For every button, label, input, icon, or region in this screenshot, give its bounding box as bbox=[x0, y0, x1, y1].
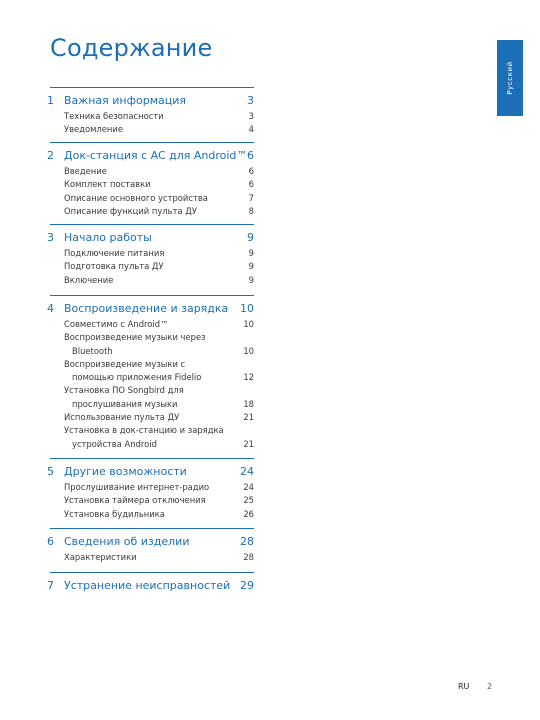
toc-entry[interactable] bbox=[50, 346, 254, 359]
section-page-number: 3 bbox=[247, 94, 254, 107]
toc-entry[interactable] bbox=[50, 495, 254, 508]
toc-section-3 bbox=[47, 224, 254, 288]
toc-entry-label: устройства Android bbox=[72, 438, 157, 449]
toc-entry[interactable] bbox=[50, 552, 254, 565]
toc-entry[interactable] bbox=[50, 261, 254, 274]
language-tab bbox=[497, 40, 523, 116]
section-title: Воспроизведение и зарядка bbox=[64, 302, 229, 315]
toc-entry-label: Воспроизведение музыки через bbox=[64, 332, 206, 343]
toc-section-heading[interactable] bbox=[47, 94, 254, 111]
toc-entry-page-number: 3 bbox=[248, 111, 254, 121]
toc-entry-label: Уведомление bbox=[64, 124, 124, 135]
footer-language-code: RU bbox=[458, 682, 470, 691]
toc-section-5 bbox=[47, 458, 254, 522]
toc-section-heading[interactable] bbox=[47, 231, 254, 248]
section-page-number: 28 bbox=[240, 535, 254, 548]
toc-entry-page-number: 6 bbox=[248, 166, 254, 176]
toc-entry[interactable] bbox=[50, 179, 254, 192]
toc-entry-label: Характеристики bbox=[64, 552, 137, 562]
toc-entry-label: Комплект поставки bbox=[64, 179, 151, 190]
toc-entry[interactable] bbox=[50, 166, 254, 179]
toc-entry-page-number: 4 bbox=[248, 124, 254, 135]
toc-entry[interactable] bbox=[50, 425, 254, 438]
toc-entry-label: Воспроизведение музыки с bbox=[64, 358, 186, 369]
section-title: Начало работы bbox=[64, 231, 152, 244]
language-tab-label: Русский bbox=[506, 61, 514, 95]
toc-entry-page-number: 26 bbox=[243, 508, 254, 519]
section-number: 4 bbox=[47, 302, 54, 315]
section-page-number: 29 bbox=[240, 579, 254, 592]
toc-entry[interactable] bbox=[50, 412, 254, 425]
toc-entry-page-number: 10 bbox=[243, 345, 254, 356]
toc-entry[interactable] bbox=[50, 275, 254, 288]
toc-section-7 bbox=[47, 572, 254, 596]
section-number: 5 bbox=[47, 465, 54, 478]
toc-entry-page-number: 18 bbox=[243, 398, 254, 409]
toc-entry-page-number: 9 bbox=[248, 261, 254, 272]
toc-entry-page-number: 7 bbox=[248, 192, 254, 203]
footer-page-number: 2 bbox=[487, 682, 493, 691]
toc-entry-label: помощью приложения Fidelio bbox=[72, 372, 202, 383]
section-title: Док-станция с AC для Android™ bbox=[64, 149, 248, 162]
section-title: Другие возможности bbox=[64, 465, 187, 478]
section-number: 7 bbox=[47, 579, 54, 592]
toc-entry-label: Включение bbox=[64, 274, 114, 285]
toc-section-heading[interactable] bbox=[47, 302, 254, 319]
toc-entry[interactable] bbox=[50, 206, 254, 219]
toc-entry-label: Установка в док-станцию и зарядка bbox=[64, 425, 224, 436]
toc-entry-page-number: 28 bbox=[243, 552, 254, 562]
toc-entry[interactable] bbox=[50, 359, 254, 372]
toc-entry-label: Установка ПО Songbird для bbox=[64, 385, 184, 396]
toc-entry-label: Введение bbox=[64, 166, 107, 176]
toc-entry-label: Установка таймера отключения bbox=[64, 495, 206, 506]
section-page-number: 24 bbox=[240, 465, 254, 478]
toc-entry[interactable] bbox=[50, 111, 254, 124]
toc-entry[interactable] bbox=[50, 332, 254, 345]
section-number: 6 bbox=[47, 535, 54, 548]
toc-section-heading[interactable] bbox=[47, 465, 254, 482]
toc-entry-page-number: 9 bbox=[248, 274, 254, 285]
toc-entry[interactable] bbox=[50, 482, 254, 495]
toc-entry-label: Описание основного устройства bbox=[64, 192, 208, 203]
toc-entry-page-number: 12 bbox=[243, 372, 254, 383]
section-title: Устранение неисправностей bbox=[64, 579, 231, 592]
section-number: 1 bbox=[47, 94, 54, 107]
toc-entry-page-number: 10 bbox=[243, 319, 254, 329]
toc-entry-page-number: 25 bbox=[243, 495, 254, 506]
toc-entry-label: Описание функций пульта ДУ bbox=[64, 205, 197, 216]
toc-section-1 bbox=[47, 87, 254, 138]
toc-entry[interactable] bbox=[50, 319, 254, 332]
toc-entry-label: Установка будильника bbox=[64, 508, 165, 519]
section-title: Сведения об изделии bbox=[64, 535, 190, 548]
toc-entry[interactable] bbox=[50, 509, 254, 522]
toc-entry-page-number: 21 bbox=[243, 412, 254, 423]
section-title: Важная информация bbox=[64, 94, 186, 107]
toc-entry-page-number: 21 bbox=[243, 438, 254, 449]
toc-entry[interactable] bbox=[50, 124, 254, 137]
toc-entry-label: Использование пульта ДУ bbox=[64, 412, 180, 423]
toc-entry-label: Bluetooth bbox=[72, 345, 113, 356]
toc-section-6 bbox=[47, 528, 254, 565]
section-page-number: 6 bbox=[247, 149, 254, 162]
toc-entry[interactable] bbox=[50, 439, 254, 452]
toc-section-4 bbox=[47, 295, 254, 452]
toc-entry[interactable] bbox=[50, 372, 254, 385]
toc-entry-page-number: 24 bbox=[243, 482, 254, 492]
toc-section-2 bbox=[47, 142, 254, 219]
toc-entry[interactable] bbox=[50, 248, 254, 261]
toc-entry[interactable] bbox=[50, 399, 254, 412]
toc-entry-label: Техника безопасности bbox=[64, 111, 164, 121]
toc-section-heading[interactable] bbox=[47, 579, 254, 596]
page-title: Содержание bbox=[50, 34, 213, 62]
toc-entry-label: прослушивания музыки bbox=[72, 398, 178, 409]
section-number: 2 bbox=[47, 149, 54, 162]
section-page-number: 9 bbox=[247, 231, 254, 244]
toc-entry-page-number: 6 bbox=[248, 179, 254, 190]
section-number: 3 bbox=[47, 231, 54, 244]
toc-entry-page-number: 9 bbox=[248, 248, 254, 258]
section-page-number: 10 bbox=[240, 302, 254, 315]
toc-entry-label: Совместимо с Android™ bbox=[64, 319, 169, 329]
toc-entry-page-number: 8 bbox=[248, 205, 254, 216]
toc-section-heading[interactable] bbox=[47, 149, 254, 166]
toc-entry-label: Подключение питания bbox=[64, 248, 165, 258]
toc-entry-label: Подготовка пульта ДУ bbox=[64, 261, 164, 272]
toc-entry[interactable] bbox=[50, 385, 254, 398]
toc-section-heading[interactable] bbox=[47, 535, 254, 552]
toc-entry[interactable] bbox=[50, 193, 254, 206]
toc-entry-label: Прослушивание интернет-радио bbox=[64, 482, 210, 492]
